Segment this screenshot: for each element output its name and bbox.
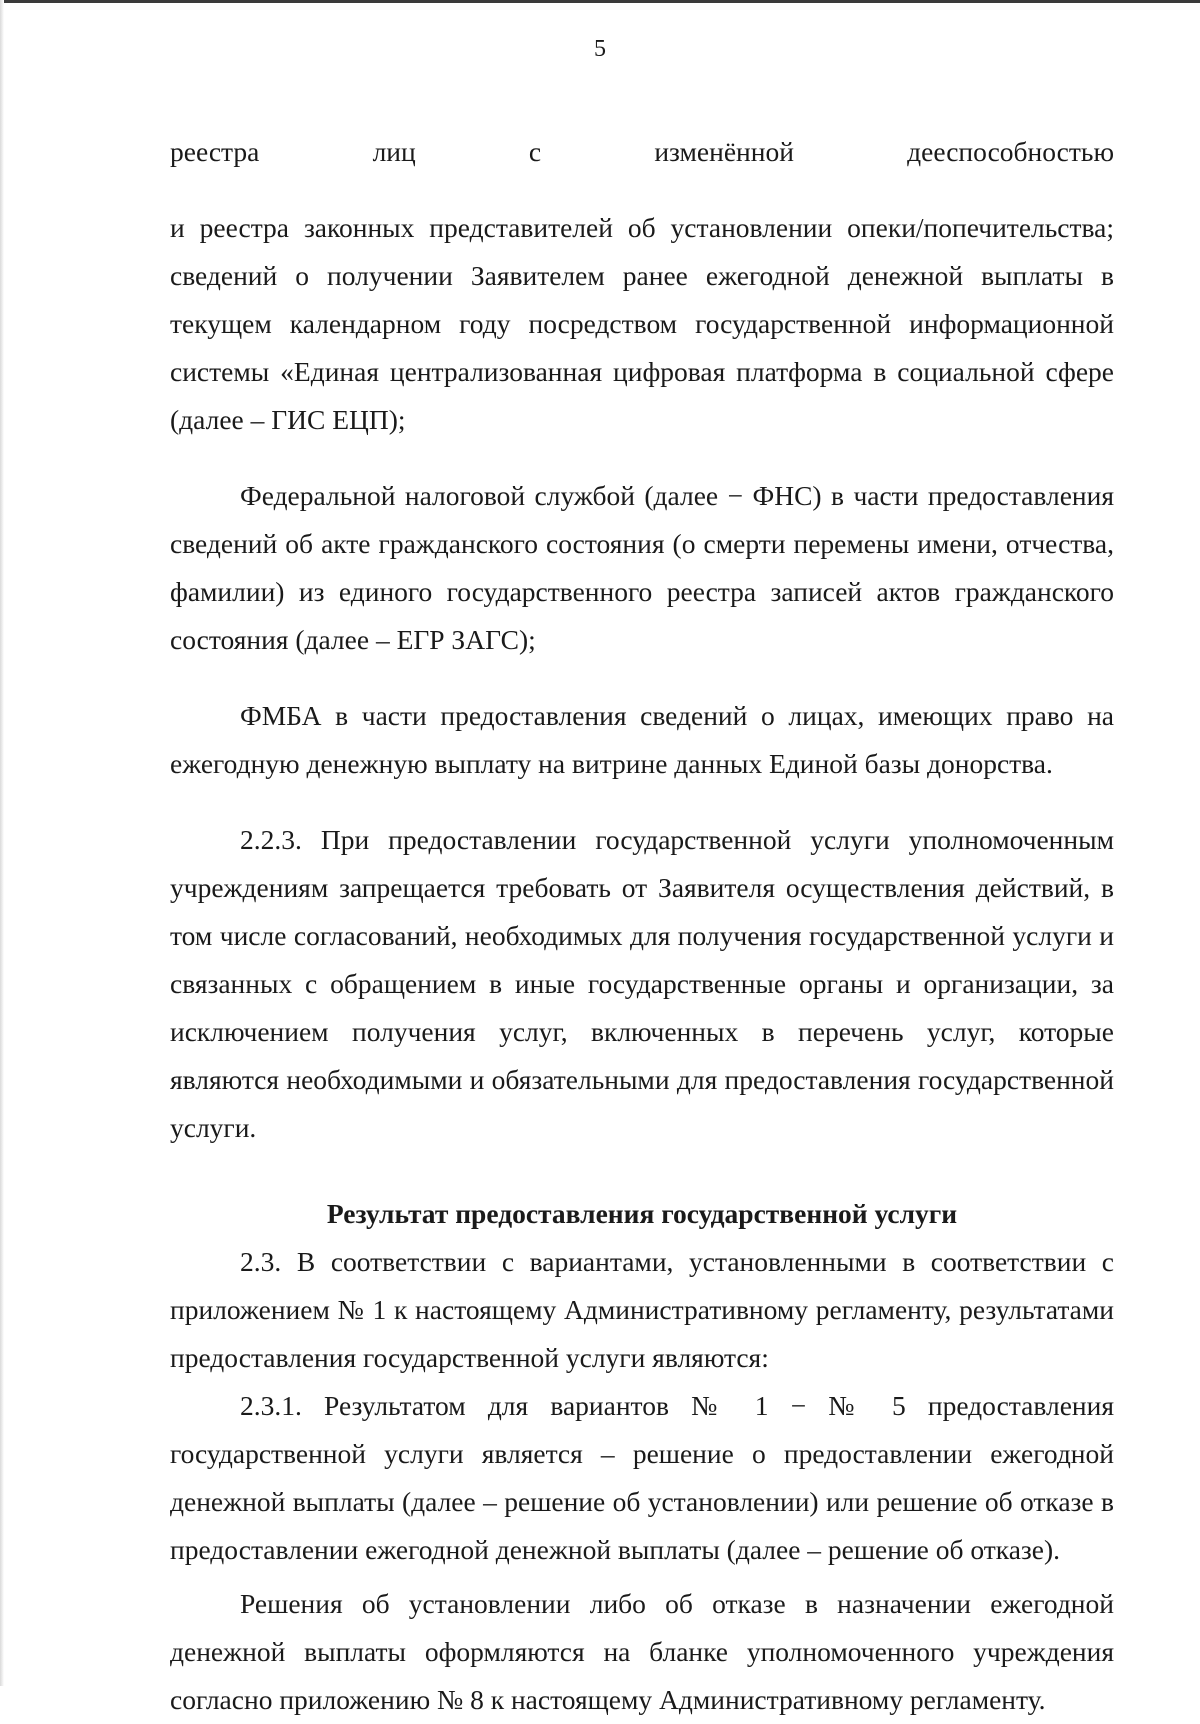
paragraph-2-3-1: 2.3.1. Результатом для вариантов № 1 − № 5 предоставления государственной услуги является – решение о предоставлении ежегодной денежной выплаты (далее – решение об установлении) или решение об отказе в предоставлении ежегодной денежной выплаты (далее – решение об отказе).	[170, 1390, 1114, 1565]
scan-top-edge	[0, 0, 1200, 3]
word: изменённой	[654, 136, 794, 167]
paragraph-2-3: 2.3. В соответствии с вариантами, установленными в соответствии с приложением № 1 к настоящему Административному регламенту, результатами предоставления государственной услуги являются:	[170, 1246, 1114, 1373]
paragraph-1-continuation: и реестра законных представителей об установлении опеки/попечительства; сведений о получении Заявителем ранее ежегодной денежной выплаты в текущем календарном году посредством государственной информационной системы «Единая централизованная цифровая платформа в социальной сфере (далее – ГИС ЕЦП);	[170, 212, 1114, 435]
word: дееспособностью	[907, 136, 1114, 167]
paragraph-decisions: Решения об установлении либо об отказе в назначении ежегодной денежной выплаты оформляются на бланке уполномоченного учреждения согласно приложению № 8 к настоящему Административному регламенту.	[170, 1588, 1114, 1715]
paragraph-fmba: ФМБА в части предоставления сведений о лицах, имеющих право на ежегодную денежную выплату на витрине данных Единой базы донорства.	[170, 700, 1114, 779]
paragraph-2-2-3: 2.2.3. При предоставлении государственной услуги уполномоченным учреждениям запрещается требовать от Заявителя осуществления действий, в том числе согласований, необходимых для получения государственной услуги и связанных с обращением в иные государственные органы и организации, за исключением получения услуг, включенных в перечень услуг, которые являются необходимыми и обязательными для предоставления государственной услуги.	[170, 824, 1114, 1143]
paragraph-fns: Федеральной налоговой службой (далее − ФНС) в части предоставления сведений об акте гражданского состояния (о смерти перемены имени, отчества, фамилии) из единого государственного реестра записей актов гражданского состояния (далее – ЕГР ЗАГС);	[170, 480, 1114, 655]
document-body	[170, 128, 1114, 1724]
paragraph-1-first-line	[170, 128, 1114, 176]
section-heading: Результат предоставления государственной услуги	[326, 1198, 958, 1229]
word: реестра	[170, 136, 260, 167]
word: лиц	[372, 136, 416, 167]
word: с	[528, 136, 542, 167]
page-number: 5	[594, 36, 606, 62]
scan-left-edge	[0, 0, 4, 1686]
